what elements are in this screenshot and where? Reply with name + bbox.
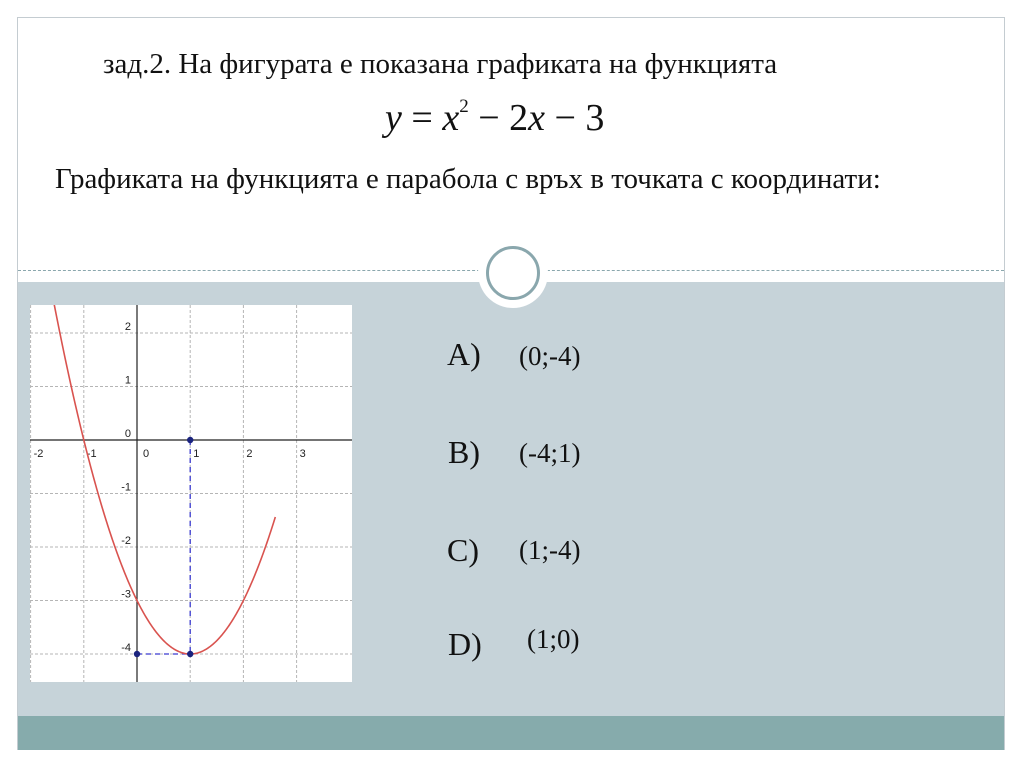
formula-tail: − 3 <box>554 97 605 139</box>
y-tick-label: -4 <box>121 642 131 654</box>
y-tick-label: 1 <box>124 374 131 387</box>
answer-c-letter[interactable]: C) <box>447 532 479 568</box>
answer-b-value[interactable]: (-4;1) <box>519 438 581 468</box>
y-tick-label: 2 <box>124 321 131 333</box>
data-point <box>187 437 193 443</box>
question-text: Графиката на функцията е парабола с връх в точката с координати: <box>55 163 881 195</box>
parabola-curve <box>52 305 275 654</box>
x-tick-label: -2 <box>33 448 44 460</box>
task-statement: зад.2. На фигурата е показана графиката на функцията <box>103 48 778 80</box>
y-tick-label: -1 <box>121 481 131 494</box>
y-tick-label: -3 <box>121 588 131 601</box>
formula-x2: x <box>528 97 545 139</box>
x-tick-label: 1 <box>193 448 200 460</box>
decorative-circle-ring <box>486 246 540 300</box>
answer-a-value[interactable]: (0;-4) <box>519 341 581 371</box>
answer-b-letter[interactable]: B) <box>448 434 480 470</box>
x-tick-label: 3 <box>299 448 306 460</box>
y-tick-label: -2 <box>121 535 131 547</box>
parabola-chart <box>30 305 352 682</box>
formula-middle: − 2 <box>478 97 529 139</box>
y-tick-label: 0 <box>124 428 131 440</box>
formula-x: x <box>442 97 460 139</box>
answer-c-value[interactable]: (1;-4) <box>519 535 581 565</box>
data-point <box>187 651 193 657</box>
footer-band <box>18 716 1004 750</box>
answer-d-value[interactable]: (1;0) <box>527 624 580 654</box>
formula-y: y <box>385 97 402 139</box>
x-tick-label: -1 <box>86 448 97 460</box>
answer-a-letter[interactable]: A) <box>447 336 481 372</box>
formula-exponent: 2 <box>459 96 469 118</box>
parabola-chart-svg <box>30 305 352 682</box>
formula-equals: = <box>411 97 433 139</box>
x-tick-label: 2 <box>246 448 253 460</box>
answer-d-letter[interactable]: D) <box>448 626 482 662</box>
function-formula <box>385 96 604 140</box>
x-tick-label: 0 <box>143 448 150 460</box>
data-point <box>134 651 140 657</box>
